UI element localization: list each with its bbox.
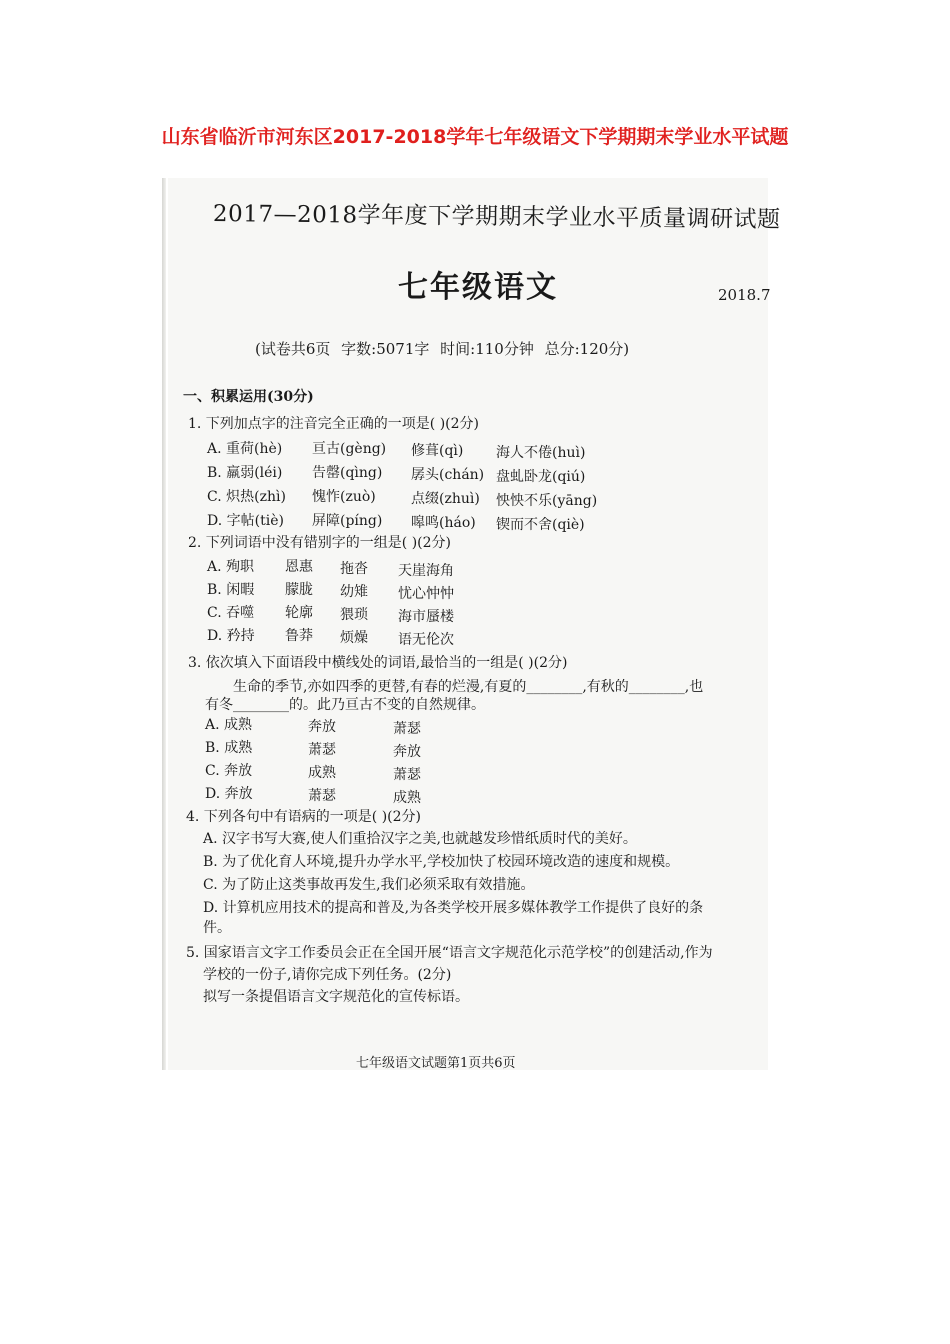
q1-option-c-2: 愧怍(zuò) bbox=[312, 489, 376, 505]
q5-line3: 拟写一条提倡语言文字规范化的宣传标语。 bbox=[203, 989, 469, 1005]
q4-option-c: C. 为了防止这类事故再发生,我们必须采取有效措施。 bbox=[203, 877, 535, 893]
q1-option-b-4: 盘虬卧龙(qiú) bbox=[496, 469, 586, 485]
q1-option-a-3: 修葺(qì) bbox=[411, 443, 464, 459]
q2-option-b-2: 朦胧 bbox=[285, 582, 313, 598]
scan-edge-shadow bbox=[162, 178, 166, 1070]
document-title: 山东省临沂市河东区2017-2018学年七年级语文下学期期末学业水平试题 bbox=[161, 126, 789, 148]
q3-option-c-3: 萧瑟 bbox=[393, 767, 421, 783]
q1-option-c-3: 点缀(zhuì) bbox=[411, 491, 480, 507]
q3-passage-line1: 生命的季节,亦如四季的更替,有春的烂漫,有夏的________,有秋的________,也 bbox=[233, 679, 704, 695]
q2-option-d-2: 鲁莽 bbox=[285, 628, 313, 644]
section-heading: 一、积累运用(30分) bbox=[183, 389, 314, 405]
q2-option-d-4: 语无伦次 bbox=[398, 632, 454, 648]
q2-option-c-4: 海市蜃楼 bbox=[398, 609, 454, 625]
q3-option-a: A. 成熟 bbox=[205, 717, 253, 733]
q2-option-b-4: 忧心忡忡 bbox=[398, 586, 454, 602]
exam-title: 2017—2018学年度下学期期末学业水平质量调研试题 bbox=[212, 201, 781, 233]
scanned-exam-page bbox=[168, 178, 768, 1070]
q3-option-b-2: 萧瑟 bbox=[308, 742, 336, 758]
q4-stem: 4. 下列各句中有语病的一项是( )(2分) bbox=[186, 809, 422, 825]
q1-option-d-3: 嗥鸣(háo) bbox=[411, 515, 476, 531]
q3-option-b-3: 奔放 bbox=[393, 744, 421, 760]
q3-option-c: C. 奔放 bbox=[205, 763, 253, 779]
q3-option-a-2: 奔放 bbox=[308, 719, 336, 735]
q1-option-d-4: 锲而不舍(qiè) bbox=[496, 517, 585, 533]
page-footer: 七年级语文试题第1页共6页 bbox=[356, 1056, 516, 1071]
q1-option-c: C. 炽热(zhì) bbox=[207, 489, 286, 505]
q3-option-c-2: 成熟 bbox=[308, 765, 336, 781]
q1-option-a-2: 亘古(gèng) bbox=[312, 441, 387, 457]
q1-option-b-2: 告罄(qìng) bbox=[312, 465, 383, 481]
q4-option-b: B. 为了优化育人环境,提升办学水平,学校加快了校园环境改造的速度和规模。 bbox=[203, 854, 680, 870]
q2-option-d: D. 矜持 bbox=[207, 628, 255, 644]
q2-option-d-3: 烦燥 bbox=[340, 630, 368, 646]
exam-info: (试卷共6页 字数:5071字 时间:110分钟 总分:120分) bbox=[255, 340, 630, 358]
q2-option-c: C. 吞噬 bbox=[207, 605, 255, 621]
q2-option-b-3: 幼雉 bbox=[340, 584, 368, 600]
q1-option-b: B. 羸弱(léi) bbox=[207, 465, 283, 481]
q3-option-d-2: 萧瑟 bbox=[308, 788, 336, 804]
q2-option-a-4: 天崖海角 bbox=[398, 563, 454, 579]
q2-option-b: B. 闲暇 bbox=[207, 582, 255, 598]
q2-option-a-3: 拖沓 bbox=[340, 561, 368, 577]
q4-option-d-cont: 件。 bbox=[203, 920, 231, 936]
q3-option-a-3: 萧瑟 bbox=[393, 721, 421, 737]
q2-option-c-3: 猥琐 bbox=[340, 607, 368, 623]
subject-title: 七年级语文 bbox=[398, 270, 558, 305]
q1-option-c-4: 怏怏不乐(yāng) bbox=[496, 493, 598, 509]
q1-option-a: A. 重荷(hè) bbox=[207, 441, 283, 457]
q2-option-a-2: 恩惠 bbox=[285, 559, 313, 575]
q1-option-d-2: 屏障(píng) bbox=[312, 513, 383, 529]
q3-passage-line2: 有冬________的。此乃亘古不变的自然规律。 bbox=[205, 697, 485, 713]
q1-option-a-4: 海人不倦(huì) bbox=[496, 445, 586, 461]
q4-option-a: A. 汉字书写大赛,使人们重拾汉字之美,也就越发珍惜纸质时代的美好。 bbox=[203, 831, 637, 847]
q1-stem: 1. 下列加点字的注音完全正确的一项是( )(2分) bbox=[188, 416, 480, 432]
q5-line2: 学校的一份子,请你完成下列任务。(2分) bbox=[203, 967, 452, 983]
q2-stem: 2. 下列词语中没有错别字的一组是( )(2分) bbox=[188, 535, 452, 551]
q1-option-d: D. 字帖(tiè) bbox=[207, 513, 284, 529]
q3-stem: 3. 依次填入下面语段中横线处的词语,最恰当的一组是( )(2分) bbox=[188, 655, 568, 671]
q1-option-b-3: 孱头(chán) bbox=[411, 467, 485, 483]
q3-option-b: B. 成熟 bbox=[205, 740, 253, 756]
q3-option-d: D. 奔放 bbox=[205, 786, 253, 802]
exam-date: 2018.7 bbox=[718, 286, 771, 304]
q2-option-a: A. 殉职 bbox=[207, 559, 255, 575]
q2-option-c-2: 轮廓 bbox=[285, 605, 313, 621]
q4-option-d: D. 计算机应用技术的提高和普及,为各类学校开展多媒体教学工作提供了良好的条 bbox=[203, 900, 704, 916]
q3-option-d-3: 成熟 bbox=[393, 790, 421, 806]
q5-line1: 5. 国家语言文字工作委员会正在全国开展“语言文字规范化示范学校”的创建活动,作为 bbox=[186, 945, 713, 961]
